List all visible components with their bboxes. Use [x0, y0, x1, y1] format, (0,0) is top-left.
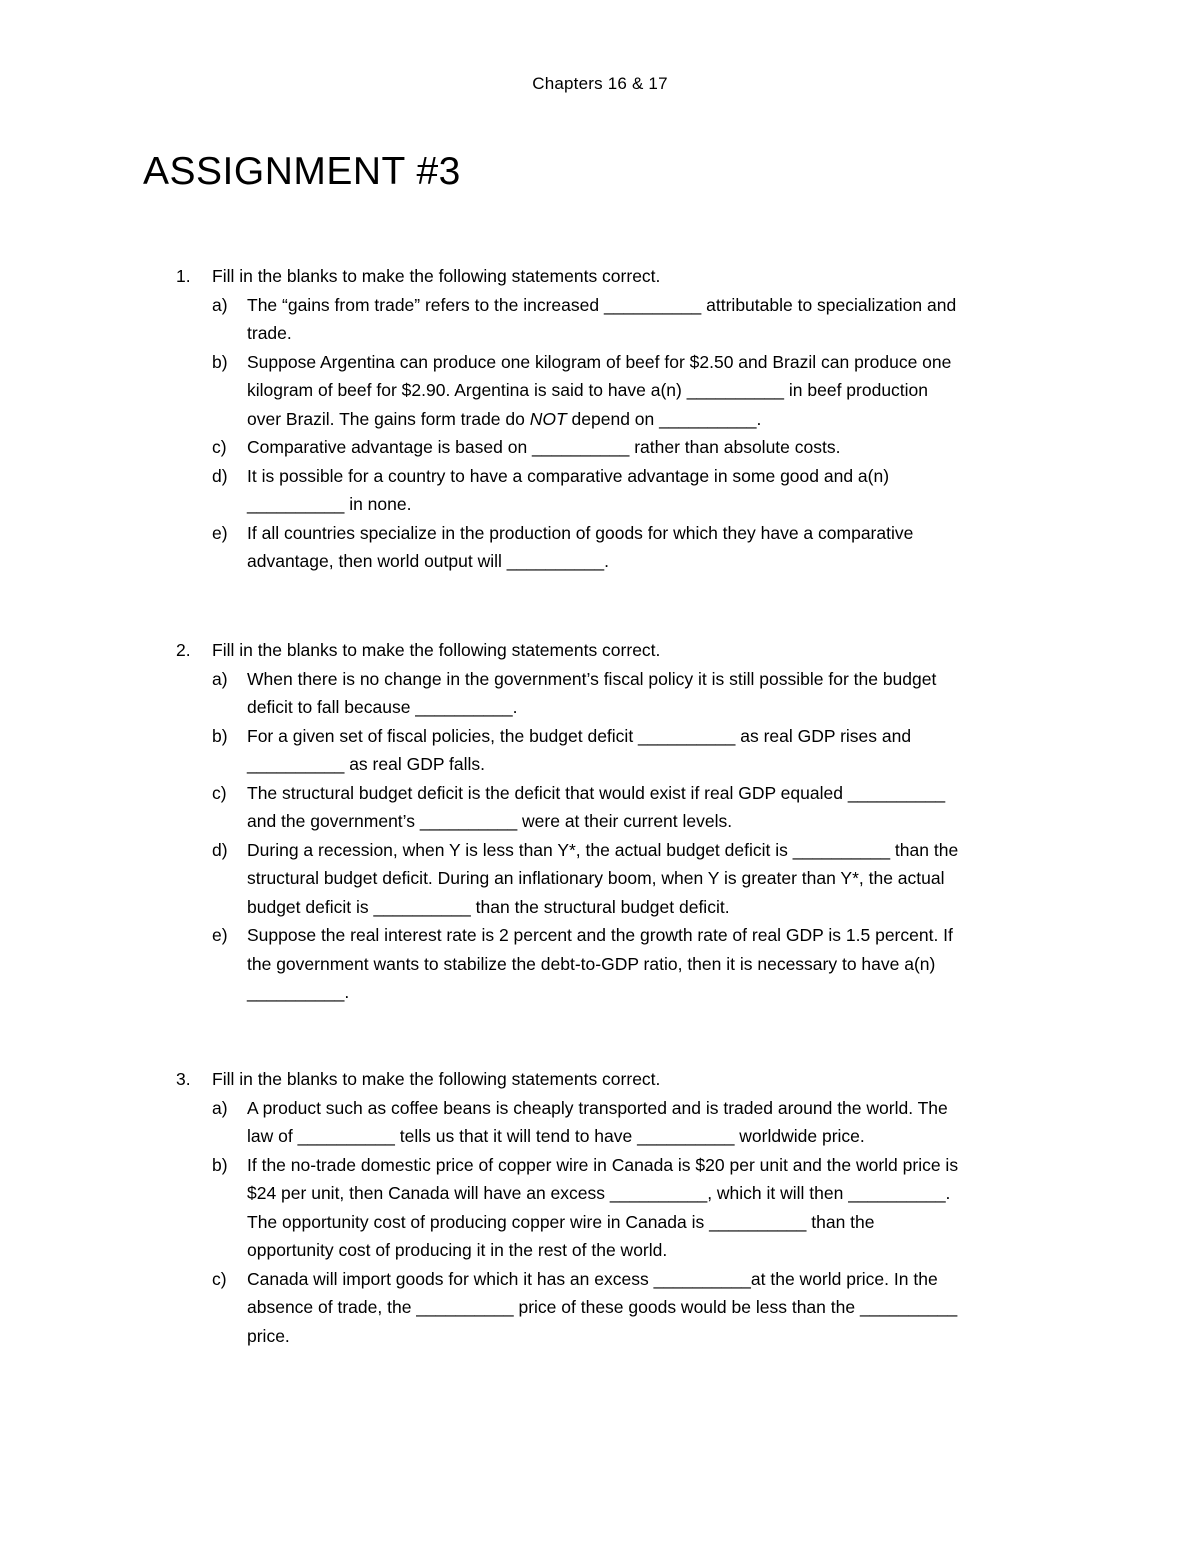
item-text: Comparative advantage is based on __________ rather than absolute costs. [247, 437, 841, 457]
question-text: Fill in the blanks to make the following statements correct. [212, 640, 661, 660]
item-label: e) [212, 925, 228, 945]
item-text: When there is no change in the government’s fiscal policy it is still possible for the budget deficit to fall because __________. [247, 668, 937, 717]
question-number: 1. [176, 266, 191, 286]
item-label: e) [212, 522, 228, 543]
item-text: If all countries specialize in the production of goods for which they have a comparative advantage, then world output will __________. [247, 522, 914, 571]
item-label: c) [212, 437, 227, 457]
item-text: For a given set of fiscal policies, the budget deficit __________ as real GDP rises and __________ as real GDP falls. [247, 725, 912, 774]
assignment-title: ASSIGNMENT #3 [143, 150, 461, 193]
item-label: a) [212, 668, 228, 689]
item-text: A product such as coffee beans is cheaply transported and is traded around the world. The law of __________ tells us that it will tend to have __________ worldwide price. [247, 1097, 948, 1146]
question-item-1d [212, 462, 1062, 519]
page-header: Chapters 16 & 17 [532, 74, 668, 93]
item-label: b) [212, 351, 228, 372]
item-label: a) [212, 1097, 228, 1118]
question-item-2d [212, 836, 1062, 922]
item-text: If the no-trade domestic price of copper wire in Canada is $20 per unit and the world price is $24 per unit, then Canada will have an excess __________, which it will then __________. The opportunity cost of producing copper wire in Canada is __________ than the opportunity cost of producing it in the rest of the world. [247, 1154, 959, 1260]
question-items [212, 291, 1062, 576]
question-item-2a [212, 665, 1062, 722]
item-label: c) [212, 1268, 227, 1289]
question-number: 3. [176, 1069, 191, 1089]
item-text: It is possible for a country to have a comparative advantage in some good and a(n) __________ in none. [247, 465, 890, 514]
question-item-2e [212, 921, 1062, 1007]
item-label: d) [212, 839, 228, 860]
item-label: a) [212, 294, 228, 315]
question-item-1c [212, 433, 1062, 462]
item-text: The structural budget deficit is the deficit that would exist if real GDP equaled __________ and the government’s __________ were at their current levels. [247, 782, 946, 831]
question-item-3a [212, 1094, 1062, 1151]
emphasis-not: NOT [529, 408, 567, 429]
question-items [212, 665, 1062, 1007]
item-text: Suppose Argentina can produce one kilogram of beef for $2.50 and Brazil can produce one kilogram of beef for $2.90. Argentina is said to have a(n) __________ in beef production over Brazil. The gains form trade do NOT depend on __________. [247, 351, 952, 429]
question-item-3c [212, 1265, 1062, 1351]
question-item-1e [212, 519, 1062, 576]
question-text: Fill in the blanks to make the following statements correct. [212, 266, 661, 286]
item-label: d) [212, 465, 228, 486]
question-item-1b [212, 348, 1062, 434]
item-text: Suppose the real interest rate is 2 percent and the growth rate of real GDP is 1.5 percent. If the government wants to stabilize the debt-to-GDP ratio, then it is necessary to have a(n) __________. [247, 925, 953, 1002]
item-text: The “gains from trade” refers to the increased __________ attributable to specialization and trade. [247, 294, 957, 343]
question-items [212, 1094, 1062, 1351]
question-text: Fill in the blanks to make the following statements correct. [212, 1069, 661, 1089]
question-item-2b [212, 722, 1062, 779]
item-label: c) [212, 782, 227, 803]
item-text: During a recession, when Y is less than Y*, the actual budget deficit is __________ than the structural budget deficit. During an inflationary boom, when Y is greater than Y*, the actual budget deficit is __________ than the structural budget deficit. [247, 839, 959, 917]
question-number: 2. [176, 640, 191, 660]
question-item-3b [212, 1151, 1062, 1265]
item-label: b) [212, 725, 228, 746]
question-item-1a [212, 291, 1062, 348]
item-label: b) [212, 1154, 228, 1175]
item-text: Canada will import goods for which it has an excess __________at the world price. In the absence of trade, the __________ price of these goods would be less than the __________ price. [247, 1268, 958, 1346]
question-item-2c [212, 779, 1062, 836]
